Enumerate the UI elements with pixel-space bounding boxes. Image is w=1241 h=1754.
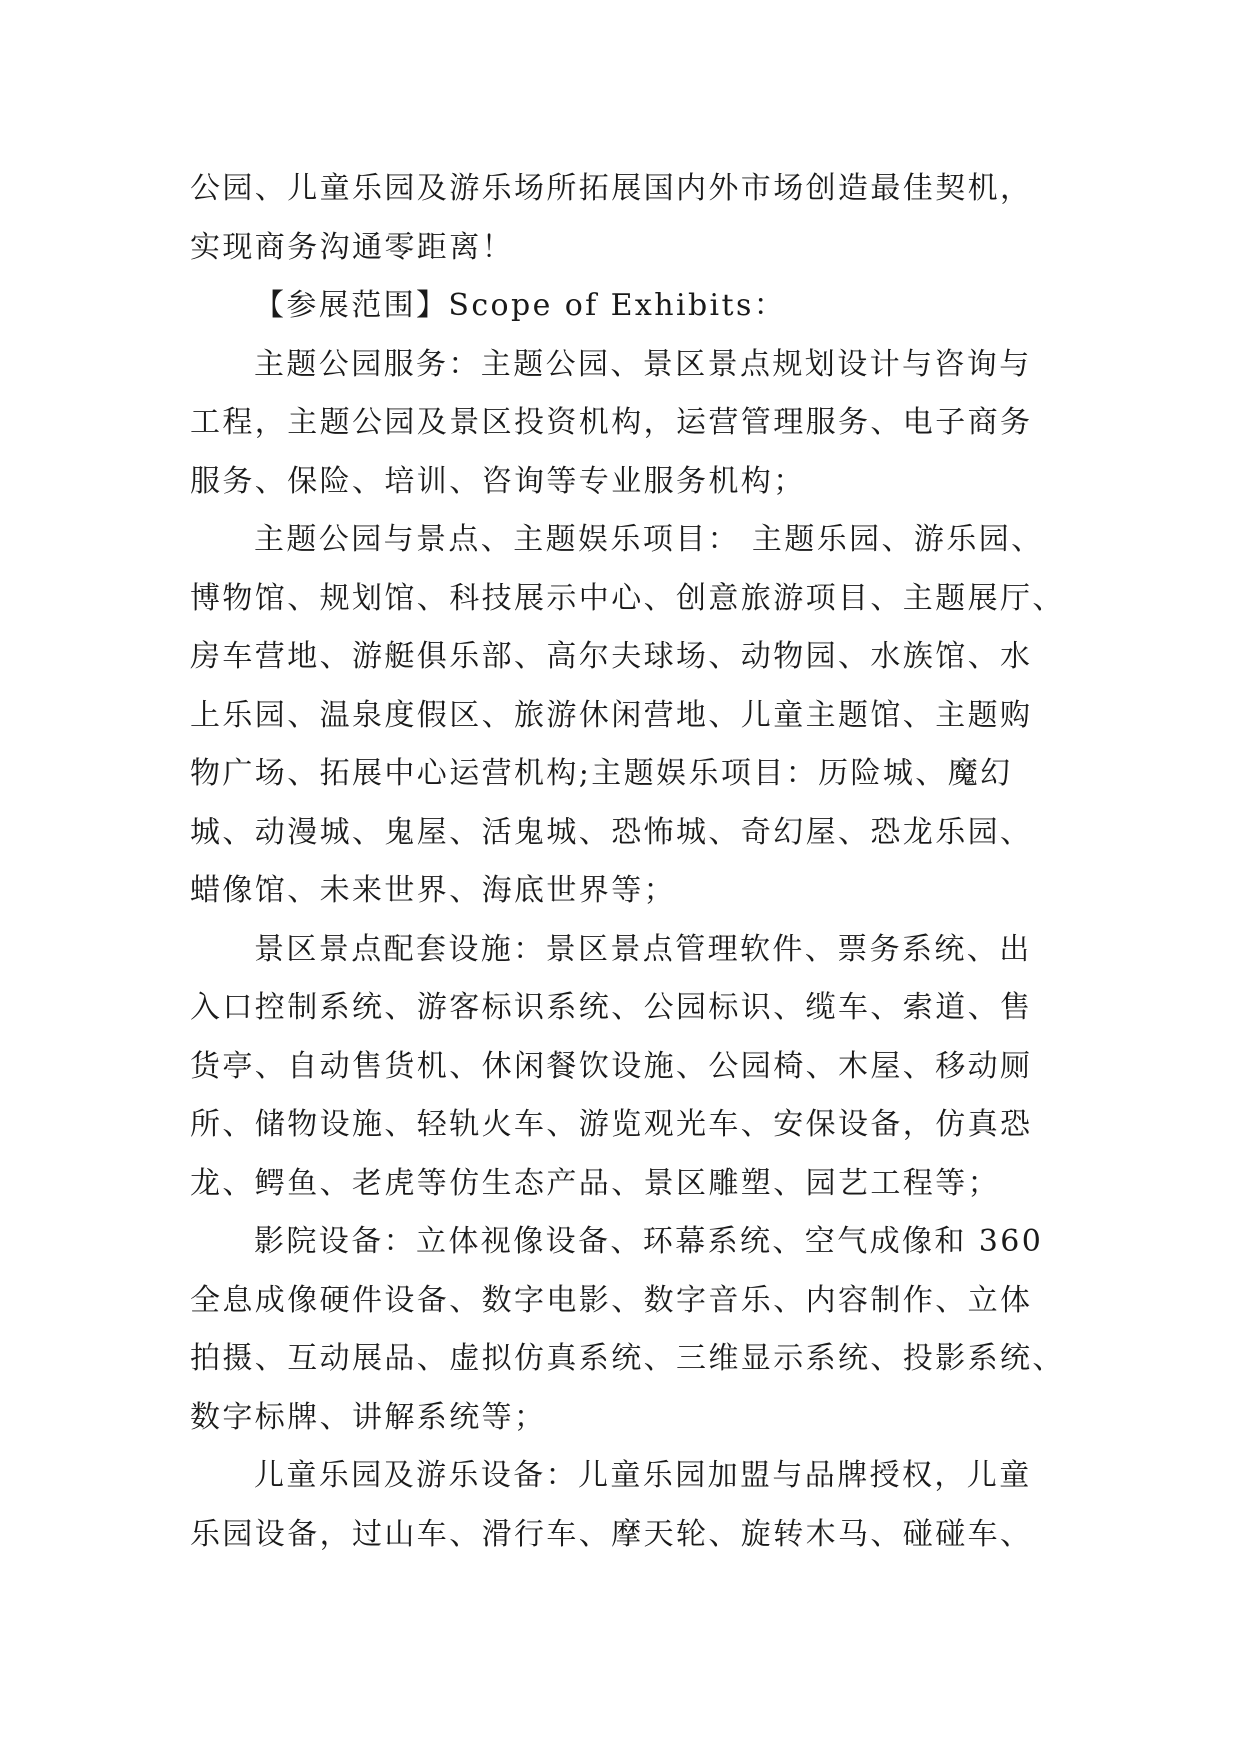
text-line: 龙、鳄鱼、老虎等仿生态产品、景区雕塑、园艺工程等； [190,1165,1000,1201]
text-line: 拍摄、互动展品、虚拟仿真系统、三维显示系统、投影系统、 [190,1341,1065,1376]
text-line: 货亭、自动售货机、休闲餐饮设施、公园椅、木屋、移动厕 [190,1048,1033,1084]
text-line: 全息成像硬件设备、数字电影、数字音乐、内容制作、立体 [190,1282,1033,1318]
text-line: 乐园设备，过山车、滑行车、摩天轮、旋转木马、碰碰车、 [190,1516,1033,1552]
text-line: 公园、儿童乐园及游乐场所拓展国内外市场创造最佳契机， [190,171,1033,206]
text-line: 城、动漫城、鬼屋、活鬼城、恐怖城、奇幻屋、恐龙乐园、 [190,814,1033,850]
text-line: 实现商务沟通零距离！ [190,229,514,265]
text-line: 所、储物设施、轻轨火车、游览观光车、安保设备，仿真恐 [190,1107,1033,1142]
text-line: 主题公园服务：主题公园、景区景点规划设计与咨询与 [254,346,1032,382]
text-line: 入口控制系统、游客标识系统、公园标识、缆车、索道、售 [190,990,1033,1025]
text-line: 景区景点配套设施：景区景点管理软件、票务系统、出 [254,931,1032,967]
text-line: 服务、保险、培训、咨询等专业服务机构； [190,463,806,499]
text-line: 影院设备：立体视像设备、环幕系统、空气成像和 360 [254,1224,1044,1259]
text-line: 工程，主题公园及景区投资机构，运营管理服务、电子商务 [190,405,1033,440]
section-heading-scope: 【参展范围】Scope of Exhibits： [254,288,787,323]
text-line: 主题公园与景点、主题娱乐项目： 主题乐园、游乐园、 [254,522,1044,557]
text-line: 蜡像馆、未来世界、海底世界等； [190,873,676,908]
body-text [190,160,1070,1564]
text-line: 房车营地、游艇俱乐部、高尔夫球场、动物园、水族馆、水 [190,639,1033,674]
text-line: 数字标牌、讲解系统等； [190,1399,547,1435]
text-line: 上乐园、温泉度假区、旅游休闲营地、儿童主题馆、主题购 [190,697,1033,733]
text-line: 博物馆、规划馆、科技展示中心、创意旅游项目、主题展厅、 [190,580,1065,616]
text-line: 儿童乐园及游乐设备：儿童乐园加盟与品牌授权，儿童 [254,1458,1032,1493]
text-line: 物广场、拓展中心运营机构;主题娱乐项目：历险城、魔幻 [190,756,1013,791]
